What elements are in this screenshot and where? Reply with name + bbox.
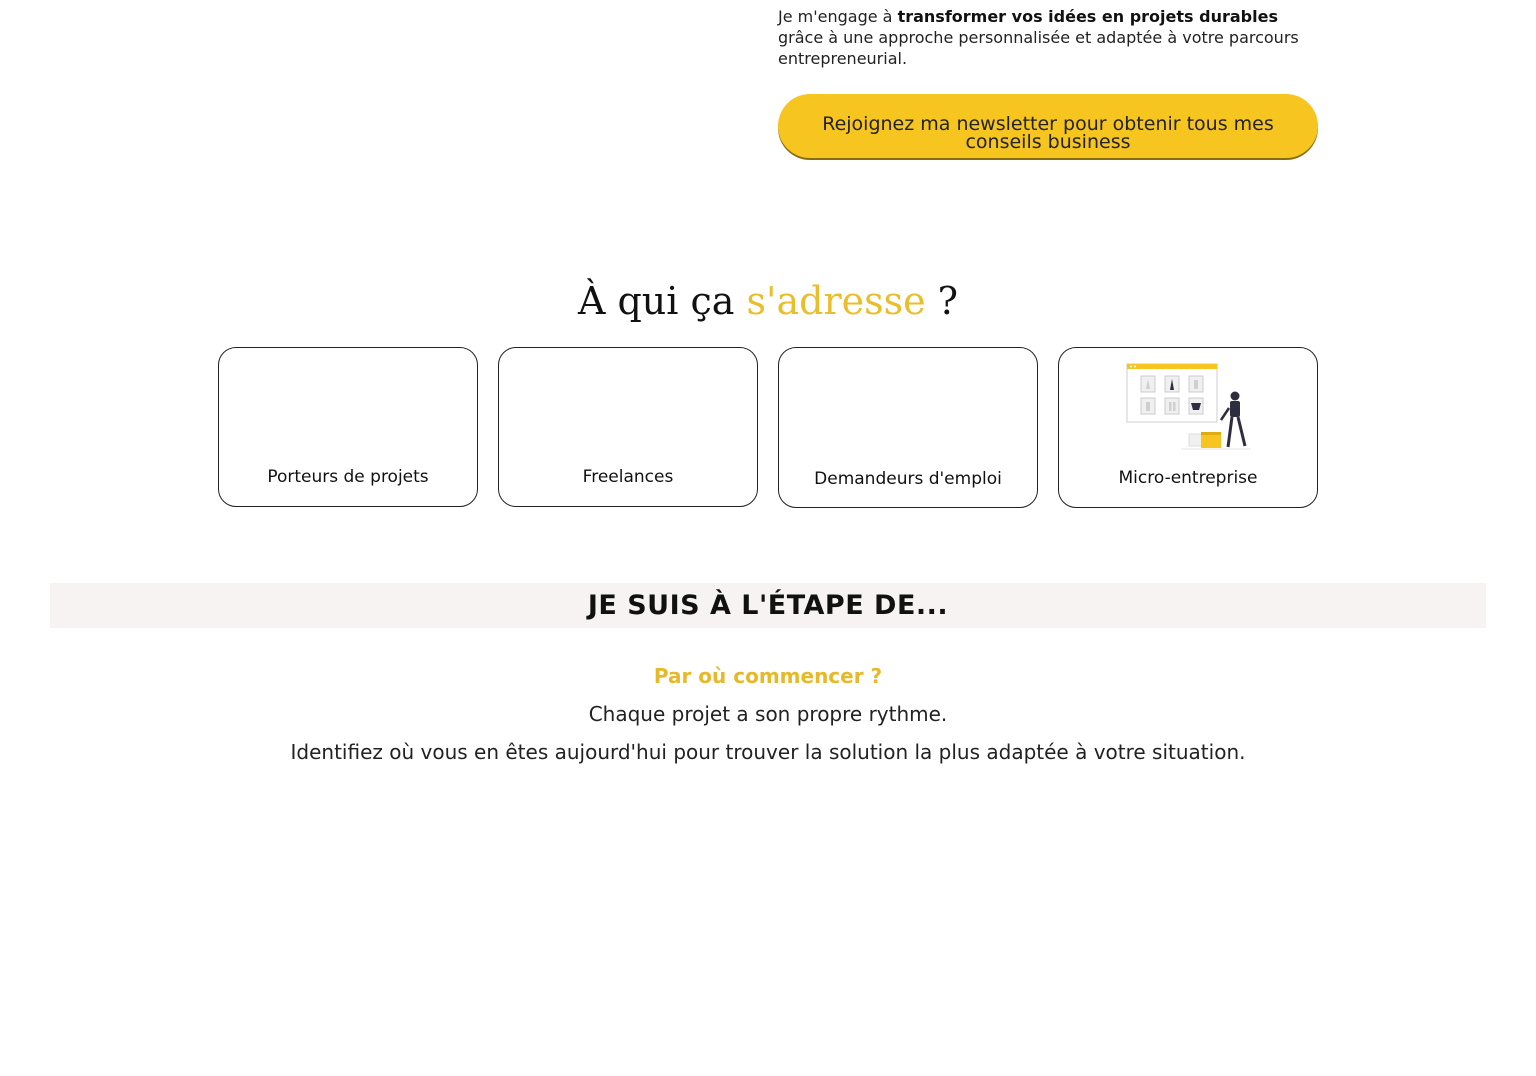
ecommerce-delivery-illustration-icon [1125,362,1253,454]
card-porteurs-de-projets[interactable] [218,347,478,507]
audience-title [0,278,1536,324]
audience-title-accent: s'adresse [746,279,926,323]
card-demandeurs-d-emploi[interactable] [778,347,1038,508]
card-label: Freelances [582,467,674,487]
stage-description-line-2: Identifiez où vous en êtes aujourd'hui pour trouver la solution la plus adaptée à votre situation. [290,740,1246,764]
card-micro-entreprise[interactable] [1058,347,1318,508]
newsletter-button[interactable]: Rejoignez ma newsletter pour obtenir tous mes conseils business [778,94,1318,158]
intro-paragraph [778,6,1323,69]
card-label: Micro-entreprise [1118,468,1258,488]
audience-title-start: À qui ça [577,279,747,323]
stage-banner [50,583,1486,628]
card-label: Porteurs de projets [267,467,429,487]
card-label: Demandeurs d'emploi [814,469,1002,489]
audience-cards [218,347,1318,508]
audience-title-end: ? [925,279,959,323]
intro-text-highlight: transformer vos idées en projets durables [897,7,1278,26]
intro-text-start: Je m'engage à [778,7,898,26]
stage-subtitle: Par où commencer ? [653,664,883,688]
stage-description-line-1: Chaque projet a son propre rythme. [588,702,948,726]
card-freelances[interactable] [498,347,758,507]
stage-title: JE SUIS À L'ÉTAPE DE... [587,590,949,621]
intro-text-end: grâce à une approche personnalisée et adaptée à votre parcours entrepreneurial. [778,28,1299,68]
